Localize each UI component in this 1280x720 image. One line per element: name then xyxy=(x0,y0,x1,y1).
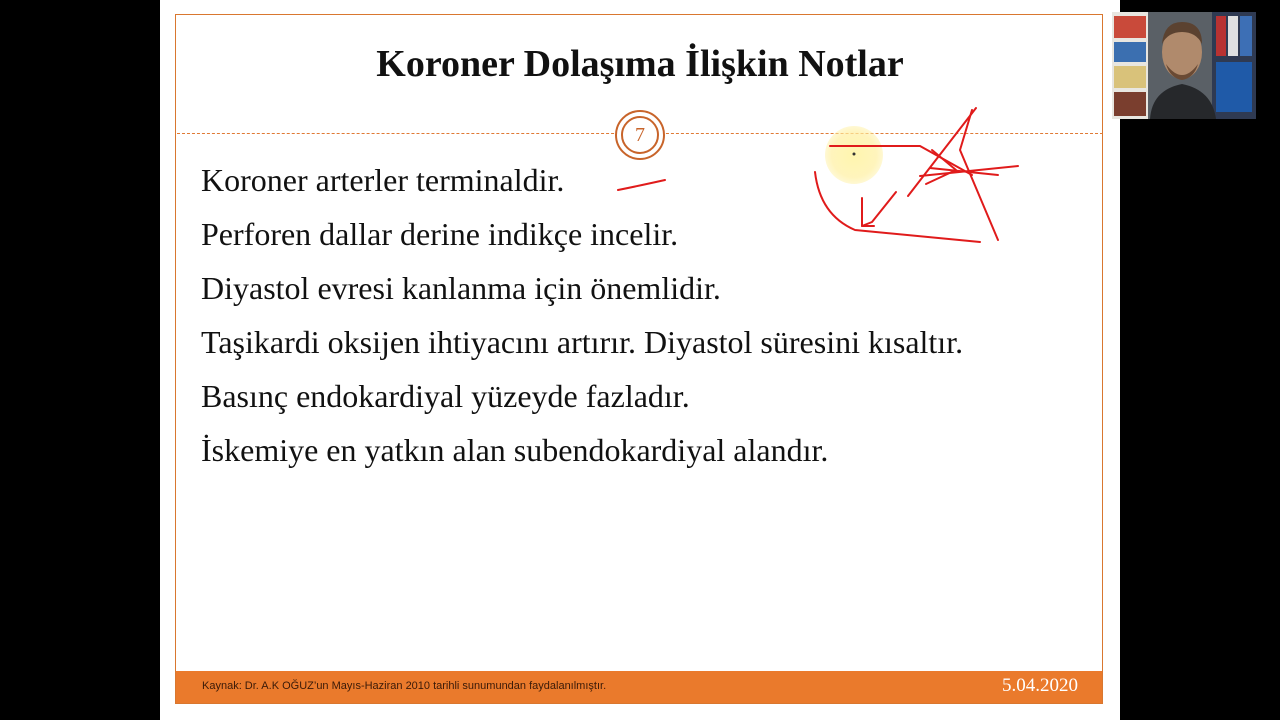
slide xyxy=(160,0,1120,720)
bullet-list xyxy=(201,160,1073,484)
bullet-item: Taşikardi oksijen ihtiyacını artırır. Diyastol süresini kısaltır. xyxy=(201,324,964,360)
bullet-item: İskemiye en yatkın alan subendokardiyal alandır. xyxy=(201,432,829,468)
laser-pointer-icon xyxy=(825,126,883,184)
slide-number: 7 xyxy=(621,116,659,154)
bullet-item: Perforen dallar derine indikçe incelir. xyxy=(201,216,679,252)
slide-title: Koroner Dolaşıma İlişkin Notlar xyxy=(376,43,904,85)
source-note: Kaynak: Dr. A.K OĞUZ’un Mayıs-Haziran 2010 tarihli sunumundan faydalanılmıştır. xyxy=(202,680,607,692)
webcam-icon xyxy=(1112,12,1256,119)
footer-bar xyxy=(176,671,1102,703)
bullet-item: Basınç endokardiyal yüzeyde fazladır. xyxy=(201,378,690,414)
bullet-item: Koroner arterler terminaldir. xyxy=(201,162,565,198)
slide-number-badge xyxy=(615,110,665,160)
webcam-overlay xyxy=(1112,12,1256,119)
bullet-item: Diyastol evresi kanlanma için önemlidir. xyxy=(201,270,721,306)
slide-date: 5.04.2020 xyxy=(1002,675,1078,696)
